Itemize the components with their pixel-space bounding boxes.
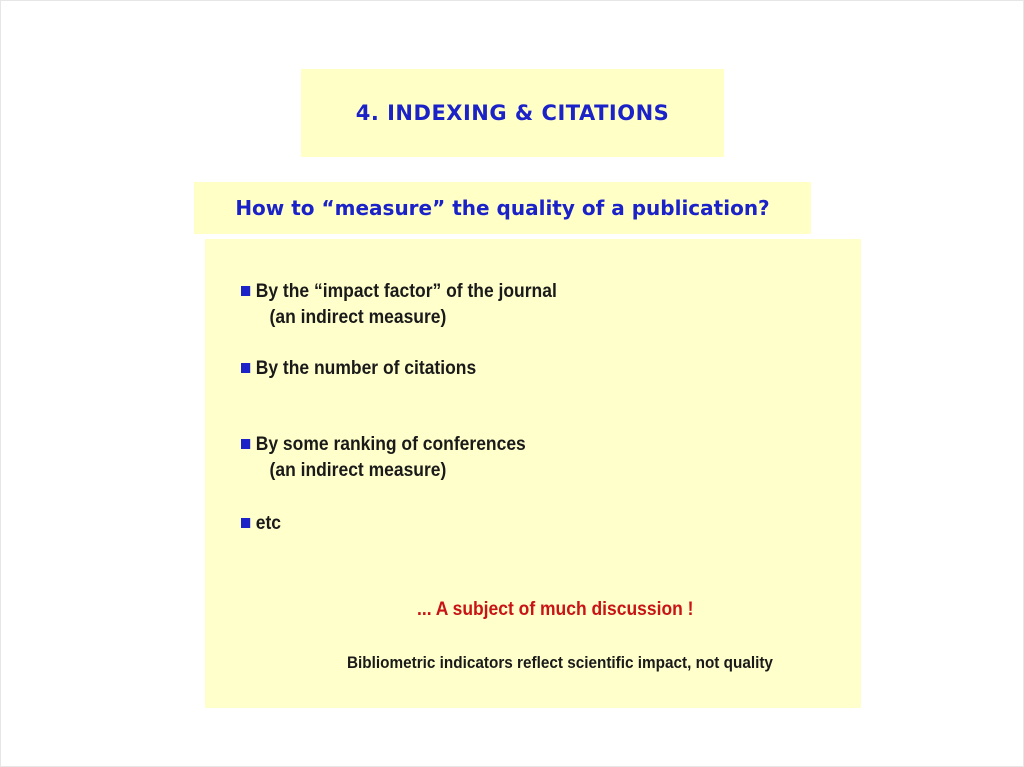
bullet-item-citations: [241, 356, 476, 382]
content-box: [205, 239, 861, 708]
bullet-text: By some ranking of conferences: [255, 434, 526, 455]
discussion-highlight: ... A subject of much discussion !: [417, 599, 694, 620]
bullet-item-etc: [241, 511, 281, 537]
slide-title: 4. INDEXING & CITATIONS: [355, 101, 670, 125]
square-bullet-icon: [241, 286, 250, 296]
bibliometric-footnote: Bibliometric indicators reflect scientific impact, not quality: [347, 653, 773, 672]
title-box: [301, 69, 724, 157]
slide-question: How to “measure” the quality of a publication?: [235, 196, 770, 220]
bullet-item-impact-factor: [241, 279, 557, 331]
bullet-text: By the “impact factor” of the journal: [255, 281, 557, 302]
bullet-subtext: (an indirect measure): [269, 307, 447, 328]
square-bullet-icon: [241, 363, 250, 373]
bullet-text: By the number of citations: [255, 358, 477, 379]
bullet-item-conference-ranking: [241, 432, 526, 484]
square-bullet-icon: [241, 439, 250, 449]
question-box: [194, 182, 811, 234]
bullet-text: etc: [255, 513, 281, 534]
bullet-subtext: (an indirect measure): [269, 460, 447, 481]
square-bullet-icon: [241, 518, 250, 528]
